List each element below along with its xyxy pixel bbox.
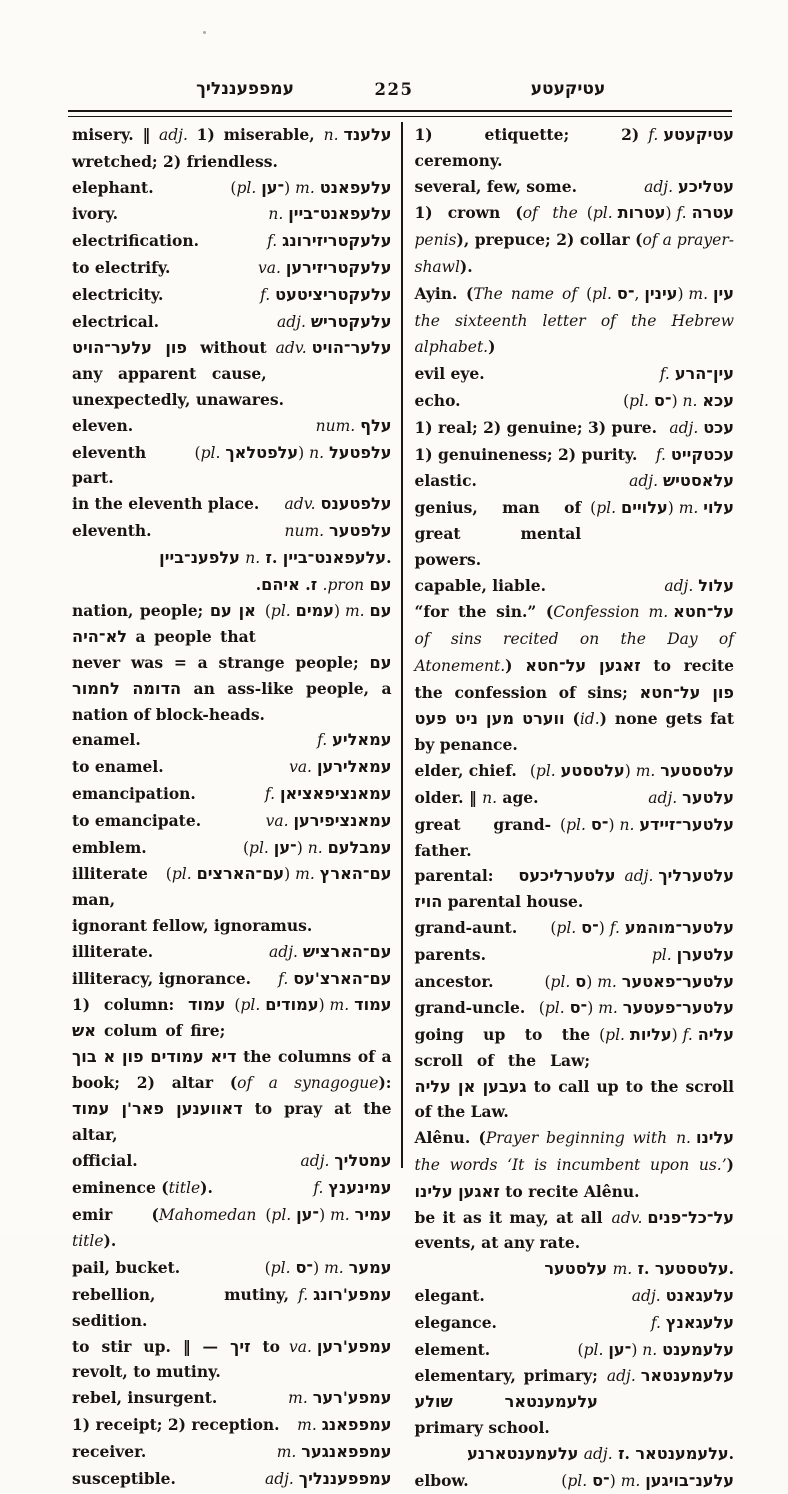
scan-speck bbox=[203, 31, 206, 34]
headword: pl. עלטערן bbox=[651, 944, 734, 964]
headword: (pl. ס) m. עלטער־פאטער bbox=[544, 971, 734, 991]
dictionary-entry bbox=[72, 808, 392, 834]
dictionary-entry bbox=[415, 281, 735, 361]
headword: (pl. ־ס) m. עלטער־פעטער bbox=[538, 998, 734, 1018]
definition-text: illiterate man, ignorant fellow, ignoramus. bbox=[72, 864, 313, 935]
definition-text: several, few, some. bbox=[414, 176, 577, 196]
definition-text: 1) column: עמוד אש colum of fire; דיא עמודים פון א בוך the columns of a book; 2) altar (of a synagogue): דאווענען פאר'ן עמוד to pray at the altar, bbox=[72, 995, 392, 1145]
dictionary-entry bbox=[415, 969, 735, 995]
headword: va. עמאנציפירען bbox=[265, 810, 392, 830]
definition-text: 1) receipt; 2) reception. bbox=[72, 1415, 280, 1435]
dictionary-entry bbox=[415, 1310, 735, 1336]
definition-text: Ayin. (The name of the sixteenth letter of the Hebrew alphabet.) bbox=[414, 283, 734, 357]
definition-text: emancipation. bbox=[72, 783, 196, 803]
definition-text: to enamel. bbox=[72, 757, 164, 777]
dictionary-entry bbox=[72, 754, 392, 780]
definition-text: illiterate. bbox=[72, 941, 154, 961]
headword: m. עמפפאנג bbox=[297, 1415, 392, 1435]
definition-text: to emancipate. bbox=[72, 810, 202, 830]
dictionary-entry bbox=[72, 1255, 392, 1281]
definition-text: עלפענ־ביין n. ז. עלעפאנט־ביין. bbox=[159, 547, 392, 567]
headword: adj. עמטליך bbox=[300, 1151, 392, 1171]
headword: va. עמאלירען bbox=[289, 757, 392, 777]
dictionary-entry bbox=[72, 201, 392, 227]
definition-text: rebellion, mutiny, sedition. bbox=[72, 1285, 290, 1330]
headword: f. עלעגאנץ bbox=[650, 1312, 734, 1332]
headword: (pl. עלטסטע) m. עלטסטער bbox=[529, 761, 734, 781]
headword: (pl. עמים) m. עם bbox=[264, 601, 392, 621]
headword: (pl. ־ס, עינין) m. עין bbox=[586, 283, 734, 303]
definition-text: receiver. bbox=[72, 1441, 147, 1461]
headword: adj. עלעגאנט bbox=[631, 1286, 734, 1306]
definition-text: eleventh part. bbox=[72, 442, 147, 488]
dictionary-entry bbox=[415, 415, 735, 441]
definition-text: eminence (title). bbox=[72, 1177, 213, 1197]
dictionary-entry bbox=[72, 228, 392, 254]
cross-reference-entry bbox=[415, 1441, 735, 1468]
headword: f. עין־הרע bbox=[659, 364, 734, 384]
headword: adj. עלטערליך bbox=[624, 866, 734, 886]
definition-text: official. bbox=[72, 1151, 138, 1171]
dictionary-entry bbox=[72, 309, 392, 335]
definition-text: ivory. bbox=[72, 204, 119, 224]
dictionary-entry bbox=[72, 598, 392, 727]
headword: va. עמפע'רען bbox=[289, 1336, 392, 1356]
definition-text: 1) real; 2) genuine; 3) pure. bbox=[414, 417, 658, 437]
headword: adv. על־כל־פנים bbox=[611, 1207, 734, 1227]
definition-text: older. ‖ n. age. bbox=[414, 787, 539, 807]
text-columns bbox=[72, 122, 735, 1490]
dictionary-entry bbox=[415, 863, 735, 915]
dictionary-entry bbox=[415, 1125, 735, 1204]
dictionary-entry bbox=[72, 1334, 392, 1386]
headword: adj. עם־הארציש bbox=[269, 941, 392, 961]
headword: (pl. ־ס) m. עמער bbox=[264, 1258, 392, 1278]
headword: f. עלעקטריציטעט bbox=[260, 284, 392, 304]
page-number: 225 bbox=[374, 80, 414, 99]
definition-text: great grand-father. bbox=[414, 814, 552, 860]
dictionary-entry bbox=[72, 835, 392, 861]
definition-text: עלעמענטארנע adj. ז. עלעמענטאר. bbox=[467, 1443, 734, 1463]
dictionary-entry bbox=[72, 1412, 392, 1438]
definition-text: emblem. bbox=[72, 837, 147, 857]
dictionary-entry bbox=[415, 599, 735, 758]
definition-text: עלסטער m. ז. עלטסטער. bbox=[544, 1259, 734, 1279]
headword: adj. עלעמענטאר bbox=[606, 1366, 734, 1386]
headword: f. עמינענץ bbox=[313, 1177, 392, 1197]
definition-text: emir (Mahomedan title). bbox=[72, 1204, 257, 1251]
dictionary-entry bbox=[72, 1175, 392, 1202]
headword: num. עלף bbox=[315, 415, 392, 435]
headword: m. על־חטא bbox=[648, 602, 734, 622]
definition-text: elastic. bbox=[414, 471, 477, 491]
dictionary-entry bbox=[415, 942, 735, 968]
dictionary-entry bbox=[72, 491, 392, 517]
dictionary-entry bbox=[415, 388, 735, 414]
definition-text: to stir up. ‖ — זיך to revolt, to mutiny. bbox=[72, 1336, 280, 1382]
dictionary-entry bbox=[415, 1337, 735, 1363]
headword: m. עמפפאנגער bbox=[276, 1441, 392, 1461]
definition-text: elder, chief. bbox=[414, 761, 517, 781]
definition-text: eleventh. bbox=[72, 520, 152, 540]
definition-text: elegance. bbox=[414, 1312, 497, 1332]
dictionary-entry bbox=[415, 1283, 735, 1309]
definition-text: echo. bbox=[414, 390, 461, 410]
definition-text: Alênu. (Prayer beginning with the words ‘It is incumbent upon us.’) זאגען עלינו to recite Alênu. bbox=[414, 1128, 734, 1201]
headword: f. עלעקטריזירונג bbox=[267, 231, 392, 251]
dictionary-entry bbox=[415, 1363, 735, 1440]
definition-text: electrical. bbox=[72, 311, 160, 331]
definition-text: 1) crown (of the penis), prepuce; 2) collar (of a prayer-shawl). bbox=[414, 203, 734, 276]
dictionary-entry bbox=[72, 1385, 392, 1411]
dictionary-entry bbox=[415, 1022, 735, 1125]
column-left bbox=[72, 122, 401, 1488]
headword: adj. עלול bbox=[664, 575, 734, 595]
definition-text: rebel, insurgent. bbox=[72, 1388, 218, 1408]
dictionary-entry bbox=[415, 1205, 735, 1257]
dictionary-entry bbox=[72, 781, 392, 807]
headword: adj. עכט bbox=[669, 417, 734, 437]
dictionary-entry bbox=[72, 282, 392, 308]
definition-text: to electrify. bbox=[72, 257, 171, 277]
dictionary-entry bbox=[72, 992, 392, 1148]
dictionary-entry bbox=[415, 1468, 735, 1494]
guide-word-left-text: עמפפעננליך bbox=[196, 79, 294, 99]
definition-text: illiteracy, ignorance. bbox=[72, 968, 252, 988]
definition-text: pail, bucket. bbox=[72, 1258, 181, 1278]
definition-text: grand-uncle. bbox=[414, 998, 526, 1018]
definition-text: electrification. bbox=[72, 231, 200, 251]
headword: m. עמפע'רער bbox=[288, 1388, 392, 1408]
headword: f. עמאנציפאציאן bbox=[264, 783, 392, 803]
dictionary-entry bbox=[72, 413, 392, 439]
headword: f. עכטקייט bbox=[655, 444, 734, 464]
definition-text: 1) genuineness; 2) purity. bbox=[414, 444, 638, 464]
dictionary-entry bbox=[415, 915, 735, 941]
definition-text: nation, people; אן עם לא־היה a people that never was = a strange people; עם הדומה לחמור an ass-like people, a nation of block-heads. bbox=[72, 601, 392, 724]
headword: adj. עטליכע bbox=[644, 176, 734, 196]
dictionary-entry bbox=[415, 812, 735, 864]
headword: adj. עלאסטיש bbox=[629, 471, 734, 491]
dictionary-entry bbox=[72, 335, 392, 412]
definition-text: in the eleventh place. bbox=[72, 494, 260, 514]
dictionary-entry bbox=[415, 495, 735, 572]
definition-text: genius, man of great mental powers. bbox=[414, 498, 582, 569]
headword: adj. עלעקטריש bbox=[276, 311, 392, 331]
headword: (pl. ־ס) n. עכא bbox=[623, 390, 734, 410]
headword: adv. עלער־הויט bbox=[275, 338, 392, 358]
column-right bbox=[403, 122, 735, 1490]
headword: f. עמפע'רונג bbox=[298, 1285, 392, 1305]
cross-reference-entry bbox=[72, 572, 392, 599]
dictionary-entry bbox=[415, 122, 735, 174]
dictionary-entry bbox=[415, 442, 735, 468]
headword: f. עם־הארצ'עס bbox=[278, 968, 392, 988]
definition-text: misery. ‖ adj. 1) miserable, wretched; 2) friendless. bbox=[72, 125, 315, 171]
dictionary-entry bbox=[415, 200, 735, 280]
headword: (pl. עמודים) m. עמוד bbox=[234, 995, 392, 1015]
headword: num. עלפטער bbox=[284, 520, 392, 540]
dictionary-entry bbox=[72, 966, 392, 992]
definition-text: be it as it may, at all events, at any rate. bbox=[414, 1207, 603, 1253]
headword: adv. עלפטענס bbox=[284, 494, 392, 514]
dictionary-entry bbox=[415, 758, 735, 784]
headword: (pl. ־ס) n. עלטער־זיידע bbox=[560, 814, 734, 834]
dictionary-entry bbox=[72, 1466, 392, 1492]
definition-text: capable, liable. bbox=[414, 575, 547, 595]
definition-text: elegant. bbox=[414, 1286, 485, 1306]
definition-text: “for the sin.” (Confession of sins recited on the Day of Atonement.) זאגען על־חטא to recite the confession of sins; פון על־חטא ווערט מען ניט פעט (id.) none gets fat by penance. bbox=[414, 602, 735, 755]
definition-text: element. bbox=[414, 1339, 491, 1359]
headword: n. עלעפאנט־ביין bbox=[268, 204, 392, 224]
dictionary-entry bbox=[72, 1282, 392, 1334]
guide-word-right-text: עטיקעטע bbox=[530, 79, 606, 99]
headword: (pl. ־ס) m. עלענ־בויגען bbox=[561, 1470, 734, 1490]
dictionary-entry bbox=[415, 468, 735, 494]
headword: n. עלינו bbox=[676, 1128, 734, 1148]
dictionary-entry bbox=[72, 175, 392, 201]
headword: (pl. ־ען) n. עמבלעם bbox=[242, 837, 392, 857]
headword: adj. עמפפעננליך bbox=[264, 1468, 392, 1488]
dictionary-entry bbox=[72, 861, 392, 938]
dictionary-entry bbox=[72, 939, 392, 965]
headword: adj. עלטער bbox=[648, 787, 734, 807]
definition-text: electricity. bbox=[72, 284, 164, 304]
definition-text: elephant. bbox=[72, 177, 154, 197]
headword: f. עמאליע bbox=[317, 730, 392, 750]
guide-word-right bbox=[468, 79, 668, 99]
headword: (pl. עלויים) m. עלוי bbox=[590, 498, 734, 518]
headword: f. עטיקעטע bbox=[648, 125, 734, 144]
dictionary-entry bbox=[72, 255, 392, 281]
definition-text: elbow. bbox=[414, 1470, 469, 1490]
definition-text: susceptible. bbox=[72, 1468, 176, 1488]
dictionary-entry bbox=[72, 518, 392, 544]
definition-text: eleven. bbox=[72, 415, 134, 435]
definition-text: evil eye. bbox=[414, 364, 485, 384]
headword: (pl. עטרות) f. עטרה bbox=[586, 203, 734, 223]
cross-reference-entry bbox=[72, 545, 392, 572]
dictionary-entry bbox=[415, 573, 735, 599]
dictionary-entry bbox=[72, 727, 392, 753]
dictionary-entry bbox=[72, 1148, 392, 1174]
definition-text: going up to the scroll of the Law; געבען אן עליה to call up to the scroll of the Law. bbox=[414, 1025, 734, 1122]
cross-reference-entry bbox=[415, 1256, 735, 1283]
dictionary-entry bbox=[415, 361, 735, 387]
definition-text: עם pron. ז. איהם. bbox=[255, 574, 392, 594]
dictionary-entry bbox=[72, 122, 392, 175]
dictionary-entry bbox=[72, 1439, 392, 1465]
dictionary-entry bbox=[72, 440, 392, 492]
headword: (pl. ־ען) n. עלעמענט bbox=[577, 1339, 734, 1359]
headword: (pl. ־ען) m. עלעפאנט bbox=[230, 177, 392, 197]
headword: n. עלענד bbox=[323, 125, 392, 144]
headword: (pl. עלפטלאך) n. עלפטעל bbox=[194, 442, 392, 462]
definition-text: ancestor. bbox=[414, 971, 494, 991]
definition-text: enamel. bbox=[72, 730, 141, 750]
headword: (pl. ־ען) m. עמיר bbox=[265, 1204, 392, 1224]
definition-text: elementary, primary; עלעמענטאר שולע primary school. bbox=[414, 1366, 598, 1438]
dictionary-entry bbox=[415, 995, 735, 1021]
dictionary-entry bbox=[415, 174, 735, 200]
dictionary-entry bbox=[72, 1202, 392, 1256]
headword: va. עלעקטריזירען bbox=[258, 257, 392, 277]
headword: (pl. עם־הארצים) m. עם־הארץ bbox=[165, 864, 392, 884]
headword: (pl. ־ס) f. עלטער־מוהמע bbox=[550, 917, 734, 937]
definition-text: parents. bbox=[414, 944, 486, 964]
definition-text: 1) etiquette; 2) ceremony. bbox=[414, 125, 640, 170]
definition-text: פון עלער־הויט without any apparent cause, unexpectedly, unawares. bbox=[72, 338, 284, 409]
definition-text: grand-aunt. bbox=[414, 917, 518, 937]
dictionary-entry bbox=[415, 785, 735, 812]
headword: (pl. עליות) f. עליה bbox=[599, 1025, 734, 1045]
definition-text: parental: עלטערליכעס הויז parental house. bbox=[414, 866, 616, 912]
header-double-rule bbox=[68, 110, 732, 117]
